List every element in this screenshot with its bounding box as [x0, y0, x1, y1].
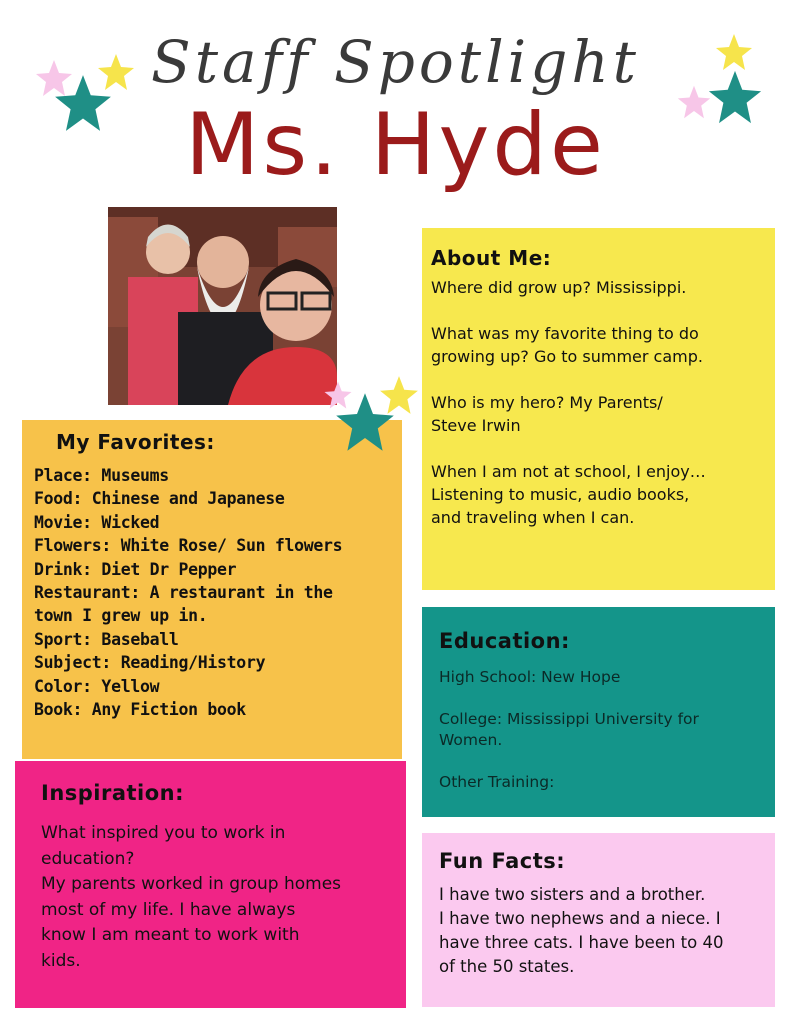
- favorite-item: Restaurant: A restaurant in the: [34, 583, 333, 603]
- about-q4-line1: When I am not at school, I enjoy…: [431, 462, 706, 481]
- about-q3-line1: Who is my hero? My Parents/: [431, 393, 663, 412]
- about-q2-line1: What was my favorite thing to do: [431, 324, 699, 343]
- education-heading: Education:: [439, 629, 570, 653]
- favorite-item: Sport: Baseball: [34, 629, 179, 649]
- about-me-heading: About Me:: [431, 246, 552, 270]
- about-q3-line2: Steve Irwin: [431, 416, 521, 435]
- inspiration-panel: [15, 761, 406, 1008]
- teal-star-icon: [333, 390, 397, 454]
- favorites-panel: [22, 420, 402, 759]
- about-q2-line2: growing up? Go to summer camp.: [431, 347, 703, 366]
- fun-facts-line: I have two nephews and a niece. I: [439, 909, 721, 928]
- favorite-item: Movie: Wicked: [34, 512, 160, 532]
- favorite-item: Color: Yellow: [34, 676, 160, 696]
- fun-facts-line: I have two sisters and a brother.: [439, 885, 706, 904]
- favorite-item: Drink: Diet Dr Pepper: [34, 559, 237, 579]
- staff-photo-image: [108, 207, 337, 405]
- staff-photo: [108, 207, 337, 405]
- about-q4-line3: and traveling when I can.: [431, 508, 635, 527]
- education-college-line1: College: Mississippi University for: [439, 710, 699, 728]
- inspiration-heading: Inspiration:: [41, 781, 185, 805]
- inspiration-line: know I am meant to work with: [41, 925, 300, 945]
- favorite-item: Flowers: White Rose/ Sun flowers: [34, 536, 343, 556]
- inspiration-line: What inspired you to work in: [41, 823, 286, 843]
- inspiration-line: My parents worked in group homes: [41, 874, 342, 894]
- page-title: Ms. Hyde: [185, 95, 606, 195]
- fun-facts-line: have three cats. I have been to 40: [439, 933, 724, 952]
- fun-facts-line: of the 50 states.: [439, 957, 575, 976]
- favorite-item: Subject: Reading/History: [34, 653, 266, 673]
- about-q1: Where did grow up? Mississippi.: [431, 278, 687, 297]
- about-me-panel: [422, 228, 775, 590]
- favorites-heading: My Favorites:: [56, 430, 215, 454]
- about-q4-line2: Listening to music, audio books,: [431, 485, 690, 504]
- education-high-school: High School: New Hope: [439, 668, 621, 686]
- favorite-item: Place: Museums: [34, 466, 169, 485]
- fun-facts-heading: Fun Facts:: [439, 849, 566, 873]
- inspiration-line: most of my life. I have always: [41, 899, 296, 920]
- favorite-item: town I grew up in.: [34, 606, 208, 626]
- education-panel: [422, 607, 775, 817]
- education-other-training: Other Training:: [439, 773, 555, 791]
- inspiration-line: kids.: [41, 950, 81, 971]
- favorite-item: Book: Any Fiction book: [34, 700, 246, 720]
- fun-facts-panel: [422, 833, 775, 1007]
- favorite-item: Food: Chinese and Japanese: [34, 489, 285, 509]
- script-title: Staff Spotlight: [151, 28, 640, 96]
- inspiration-line: education?: [41, 848, 135, 869]
- education-college-line2: Women.: [439, 731, 503, 749]
